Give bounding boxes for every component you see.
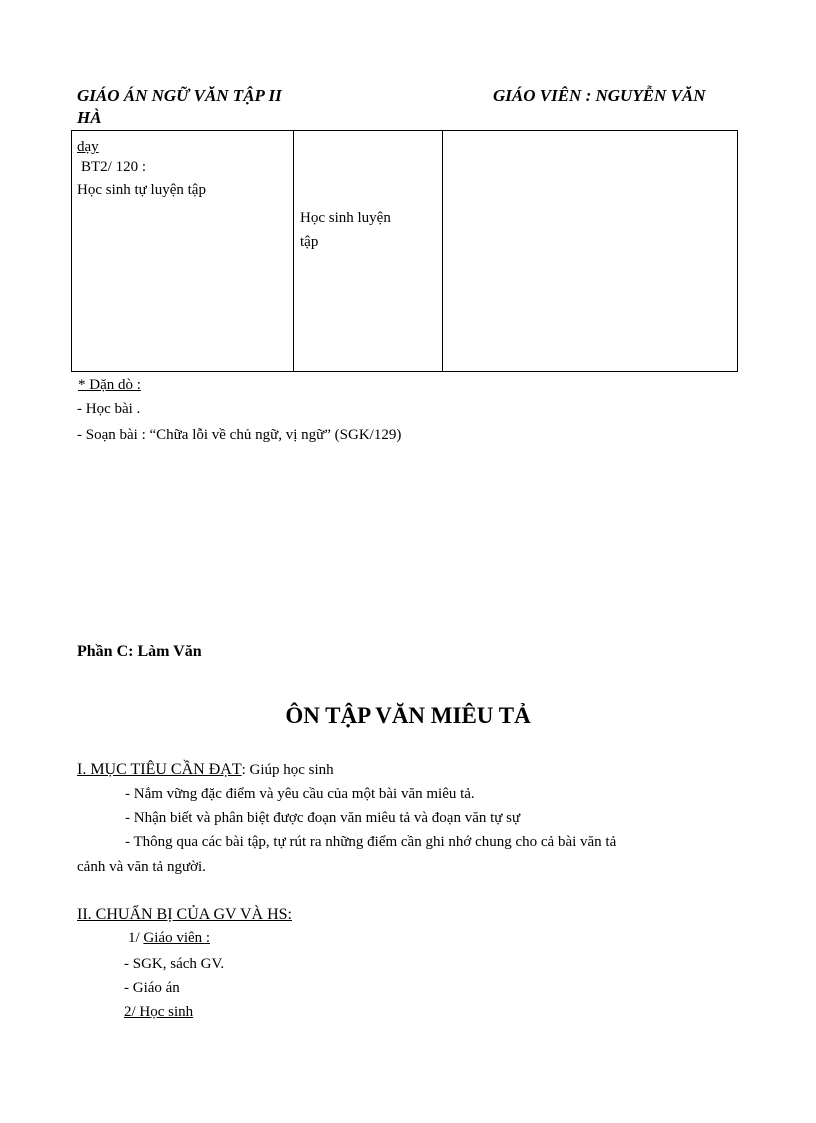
cell-line: dạy	[77, 139, 99, 155]
lesson-title: ÔN TẬP VĂN MIÊU TẢ	[285, 703, 531, 728]
header-teacher: GIÁO VIÊN : NGUYỄN VĂN	[493, 86, 706, 105]
table-row	[72, 131, 738, 372]
homework-title: * Dặn dò :	[78, 377, 141, 393]
student-label: 2/ Học sinh	[124, 1004, 194, 1020]
teacher-line	[128, 930, 210, 947]
homework-item: - Soạn bài : “Chữa lỗi về chủ ngữ, vị ngữ” (SGK/129)	[77, 427, 402, 443]
teacher-item: - SGK, sách GV.	[124, 956, 225, 972]
section1-bullet: - Nhận biết và phân biệt được đoạn văn miêu tả và đoạn văn tự sự	[125, 810, 521, 826]
section1-heading-suffix: : Giúp học sinh	[241, 762, 334, 778]
teacher-label: Giáo viên :	[143, 930, 211, 946]
section1-heading-line	[77, 761, 334, 779]
cell-line: Học sinh luyện	[300, 210, 391, 226]
section2-heading: II. CHUẨN BỊ CỦA GV VÀ HS:	[77, 906, 292, 923]
teacher-item: - Giáo án	[124, 980, 180, 996]
header-title-left: GIÁO ÁN NGỮ VĂN TẬP II	[77, 86, 282, 105]
header-title-left-cont: HÀ	[77, 108, 102, 127]
cell-line: Học sinh tự luyện tập	[77, 182, 206, 198]
cell-line: tập	[300, 234, 319, 250]
cell-line: BT2/ 120 :	[81, 159, 147, 175]
section1-bullet-cont: cảnh và văn tả người.	[77, 859, 206, 875]
table-cell-activity	[72, 131, 294, 372]
table-cell-notes	[443, 131, 738, 372]
table-cell-student	[294, 131, 443, 372]
part-heading: Phần C: Làm Văn	[77, 643, 202, 660]
homework-item: - Học bài .	[77, 401, 141, 417]
section1-bullet: - Nắm vững đặc điểm và yêu cầu của một bài văn miêu tả.	[125, 786, 475, 802]
teacher-number: 1/	[128, 930, 144, 946]
lesson-table	[71, 130, 738, 372]
section1-heading: I. MỤC TIÊU CẦN ĐẠT	[77, 761, 242, 778]
section1-bullet: - Thông qua các bài tập, tự rút ra những điểm cần ghi nhớ chung cho cả bài văn tả	[125, 834, 617, 850]
